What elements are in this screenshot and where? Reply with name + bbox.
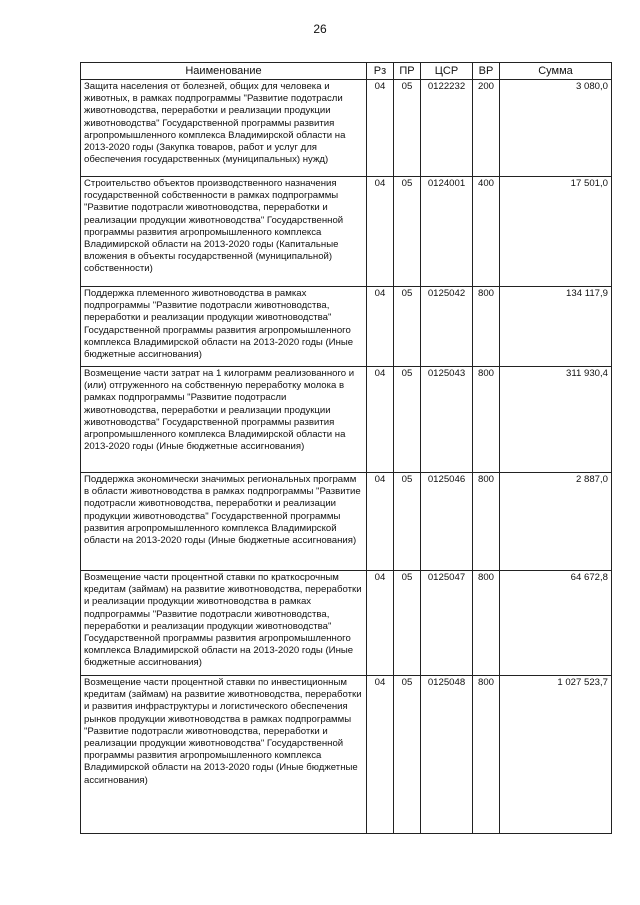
table-row	[81, 177, 612, 287]
row-sum: 17 501,0	[500, 177, 612, 287]
row-vr: 800	[473, 676, 500, 834]
row-vr: 400	[473, 177, 500, 287]
row-rz: 04	[367, 367, 394, 473]
row-sum: 64 672,8	[500, 571, 612, 676]
row-csr: 0124001	[421, 177, 473, 287]
header-pr: ПР	[394, 63, 421, 80]
row-csr: 0125042	[421, 287, 473, 367]
table-row	[81, 571, 612, 676]
row-name: Возмещение части процентной ставки по инвестиционным кредитам (займам) на развитие животноводства, переработки и развития инфраструктуры и логистического обеспечения рынков продукции животноводства в рамках подпрограммы "Развитие подотрасли животноводства, переработки и реализации продукции животноводства" Государственной программы развития агропромышленного комплекса Владимирской области на 2013-2020 годы (Иные бюджетные ассигнования)	[81, 676, 367, 834]
table-header-row	[81, 63, 612, 80]
table-row	[81, 473, 612, 571]
row-sum: 2 887,0	[500, 473, 612, 571]
row-name: Строительство объектов производственного назначения государственной собственности в рамках подпрограммы "Развитие подотрасли животноводства, переработки и реализации продукции животноводства" Государственной программы развития агропромышленного комплекса Владимирской области на 2013-2020 годы (Капитальные вложения в объекты государственной (муниципальной) собственности)	[81, 177, 367, 287]
table-row	[81, 367, 612, 473]
row-pr: 05	[394, 571, 421, 676]
row-name: Поддержка племенного животноводства в рамках подпрограммы "Развитие подотрасли животноводства, переработки и реализации продукции животноводства" Государственной программы развития агропромышленного комплекса Владимирской области на 2013-2020 годы (Иные бюджетные ассигнования)	[81, 287, 367, 367]
header-vr: ВР	[473, 63, 500, 80]
row-vr: 800	[473, 287, 500, 367]
table-row	[81, 80, 612, 177]
row-rz: 04	[367, 473, 394, 571]
row-pr: 05	[394, 676, 421, 834]
row-csr: 0122232	[421, 80, 473, 177]
header-name: Наименование	[81, 63, 367, 80]
row-name: Возмещение части процентной ставки по краткосрочным кредитам (займам) на развитие животноводства, переработки и реализации продукции животноводства в рамках подпрограммы "Развитие подотрасли животноводства, переработки и реализации продукции животноводства" Государственной программы развития агропромышленного комплекса Владимирской области на 2013-2020 годы (Иные бюджетные ассигнования)	[81, 571, 367, 676]
row-name: Защита населения от болезней, общих для человека и животных, в рамках подпрограммы "Развитие подотрасли животноводства, переработки и реализации продукции животноводства" Государственной программы развития агропромышленного комплекса Владимирской области на 2013-2020 годы (Закупка товаров, работ и услуг для обеспечения государственных (муниципальных) нужд)	[81, 80, 367, 177]
row-csr: 0125047	[421, 571, 473, 676]
row-vr: 800	[473, 367, 500, 473]
row-csr: 0125043	[421, 367, 473, 473]
row-name: Возмещение части затрат на 1 килограмм реализованного и (или) отгруженного на собственную переработку молока в рамках подпрограммы "Развитие подотрасли животноводства, переработки и реализации продукции животноводства" Государственной программы развития агропромышленного комплекса Владимирской области на 2013-2020 годы (Иные бюджетные ассигнования)	[81, 367, 367, 473]
page-number: 26	[313, 22, 327, 36]
row-rz: 04	[367, 80, 394, 177]
row-csr: 0125048	[421, 676, 473, 834]
row-name: Поддержка экономически значимых региональных программ в области животноводства в рамках подпрограммы "Развитие подотрасли животноводства, переработки и реализации продукции животноводства" Государственной программы развития агропромышленного комплекса Владимирской области на 2013-2020 годы (Иные бюджетные ассигнования)	[81, 473, 367, 571]
row-sum: 3 080,0	[500, 80, 612, 177]
row-sum: 134 117,9	[500, 287, 612, 367]
header-sum: Сумма	[500, 63, 612, 80]
row-pr: 05	[394, 367, 421, 473]
row-pr: 05	[394, 473, 421, 571]
row-rz: 04	[367, 676, 394, 834]
header-csr: ЦСР	[421, 63, 473, 80]
row-rz: 04	[367, 177, 394, 287]
row-csr: 0125046	[421, 473, 473, 571]
row-rz: 04	[367, 571, 394, 676]
row-vr: 800	[473, 473, 500, 571]
row-rz: 04	[367, 287, 394, 367]
row-sum: 311 930,4	[500, 367, 612, 473]
row-vr: 200	[473, 80, 500, 177]
row-sum: 1 027 523,7	[500, 676, 612, 834]
row-pr: 05	[394, 177, 421, 287]
header-rz: Рз	[367, 63, 394, 80]
budget-table	[80, 62, 612, 834]
row-vr: 800	[473, 571, 500, 676]
row-pr: 05	[394, 80, 421, 177]
table-row	[81, 287, 612, 367]
table-row	[81, 676, 612, 834]
row-pr: 05	[394, 287, 421, 367]
